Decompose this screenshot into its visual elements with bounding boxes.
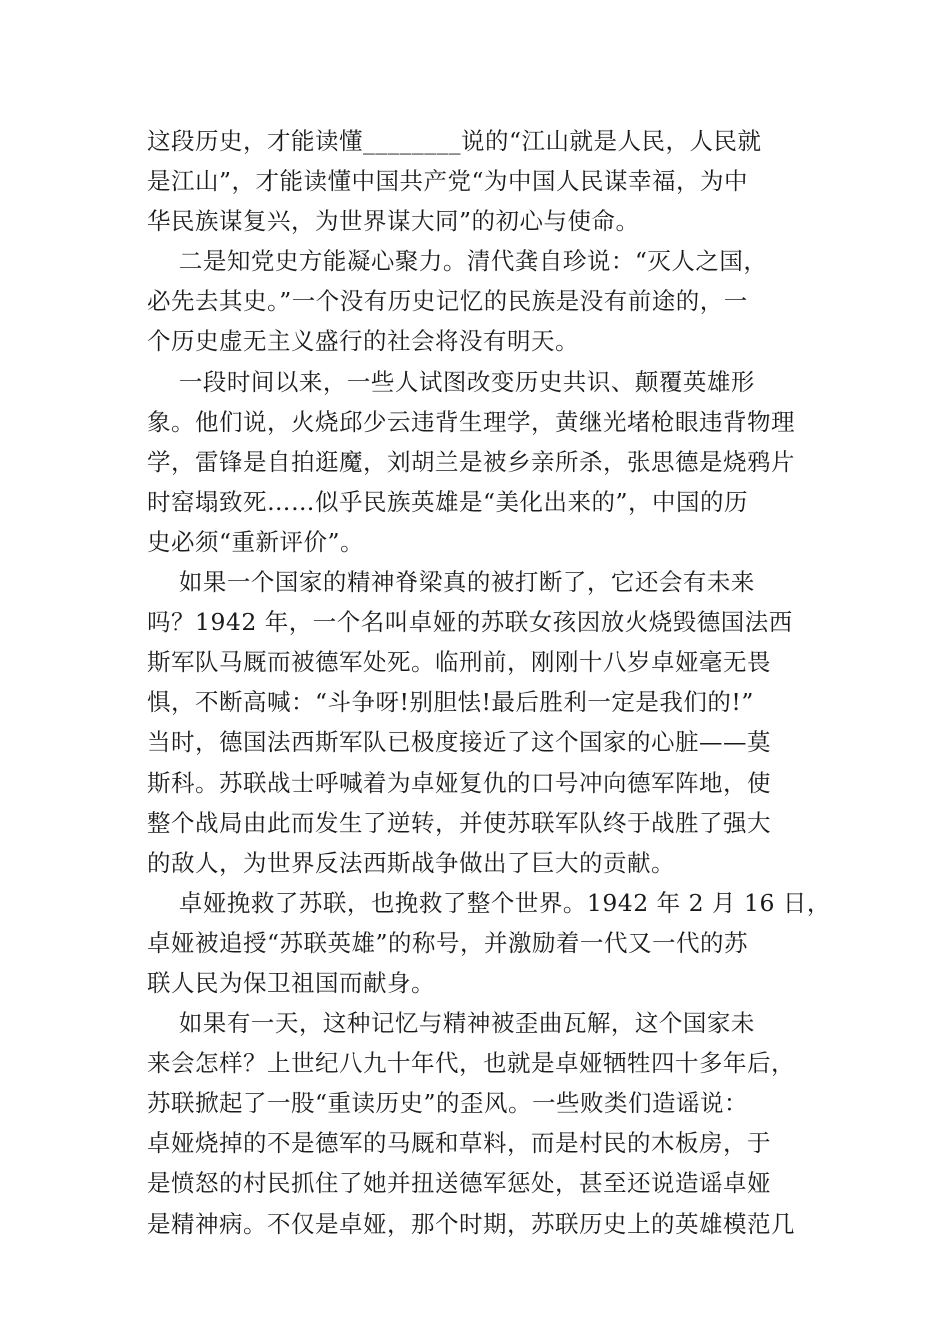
text-line: 华民族谋复兴，为世界谋大同”的初心与使命。 xyxy=(147,207,640,236)
text-line: 如果一个国家的精神脊梁真的被打断了，它还会有未来 xyxy=(147,568,755,597)
text-line: 学，雷锋是自拍逛魔，刘胡兰是被乡亲所杀，张思德是烧鸦片 xyxy=(147,447,795,476)
text-line: 卓娅挽救了苏联，也挽救了整个世界。1942 年 2 月 16 日， xyxy=(147,888,831,917)
text-line: 来会怎样？上世纪八九十年代，也就是卓娅牺牲四十多年后， xyxy=(147,1049,795,1078)
text-line: 斯军队马厩而被德军处死。临刑前，刚刚十八岁卓娅毫无畏 xyxy=(147,648,771,677)
text-line: 整个战局由此而发生了逆转，并使苏联军队终于战胜了强大 xyxy=(147,808,771,837)
text-line: 卓娅烧掉的不是德军的马厩和草料，而是村民的木板房，于 xyxy=(147,1129,771,1158)
text-line: 联人民为保卫祖国而献身。 xyxy=(147,968,435,997)
text-line: 是愤怒的村民抓住了她并扭送德军惩处，甚至还说造谣卓娅 xyxy=(147,1169,771,1198)
text-line: 卓娅被追授“苏联英雄”的称号，并激励着一代又一代的苏 xyxy=(147,928,749,957)
text-line: 是江山”，才能读懂中国共产党“为中国人民谋幸福，为中 xyxy=(147,167,749,196)
text-line: 必先去其史。”一个没有历史记忆的民族是没有前途的，一 xyxy=(147,287,748,316)
text-line: 的敌人，为世界反法西斯战争做出了巨大的贡献。 xyxy=(147,848,675,877)
text-line: 惧，不断高喊：“斗争呀!别胆怯!最后胜利一定是我们的!” xyxy=(147,688,754,717)
text-line: 苏联掀起了一股“重读历史”的歪风。一些败类们造谣说： xyxy=(147,1089,749,1118)
text-line: 这段历史，才能读懂________说的“江山就是人民，人民就 xyxy=(147,127,762,155)
text-line: 象。他们说，火烧邱少云违背生理学，黄继光堵枪眼违背物理 xyxy=(147,407,795,436)
text-line: 是精神病。不仅是卓娅，那个时期，苏联历史上的英雄模范几 xyxy=(147,1209,795,1238)
text-line: 当时，德国法西斯军队已极度接近了这个国家的心脏——莫 xyxy=(147,728,771,757)
body-text xyxy=(147,121,831,1244)
text-line: 如果有一天，这种记忆与精神被歪曲瓦解，这个国家未 xyxy=(147,1009,755,1038)
text-line: 时窑塌致死……似乎民族英雄是“美化出来的”，中国的历 xyxy=(147,487,749,516)
text-line: 个历史虚无主义盛行的社会将没有明天。 xyxy=(147,327,579,356)
text-line: 一段时间以来，一些人试图改变历史共识、颠覆英雄形 xyxy=(147,367,755,396)
text-line: 史必须“重新评价”。 xyxy=(147,527,365,556)
text-line: 二是知党史方能凝心聚力。清代龚自珍说：“灭人之国， xyxy=(147,247,768,276)
text-line: 斯科。苏联战士呼喊着为卓娅复仇的口号冲向德军阵地，使 xyxy=(147,768,771,797)
text-line: 吗？1942 年，一个名叫卓娅的苏联女孩因放火烧毁德国法西 xyxy=(147,608,793,637)
